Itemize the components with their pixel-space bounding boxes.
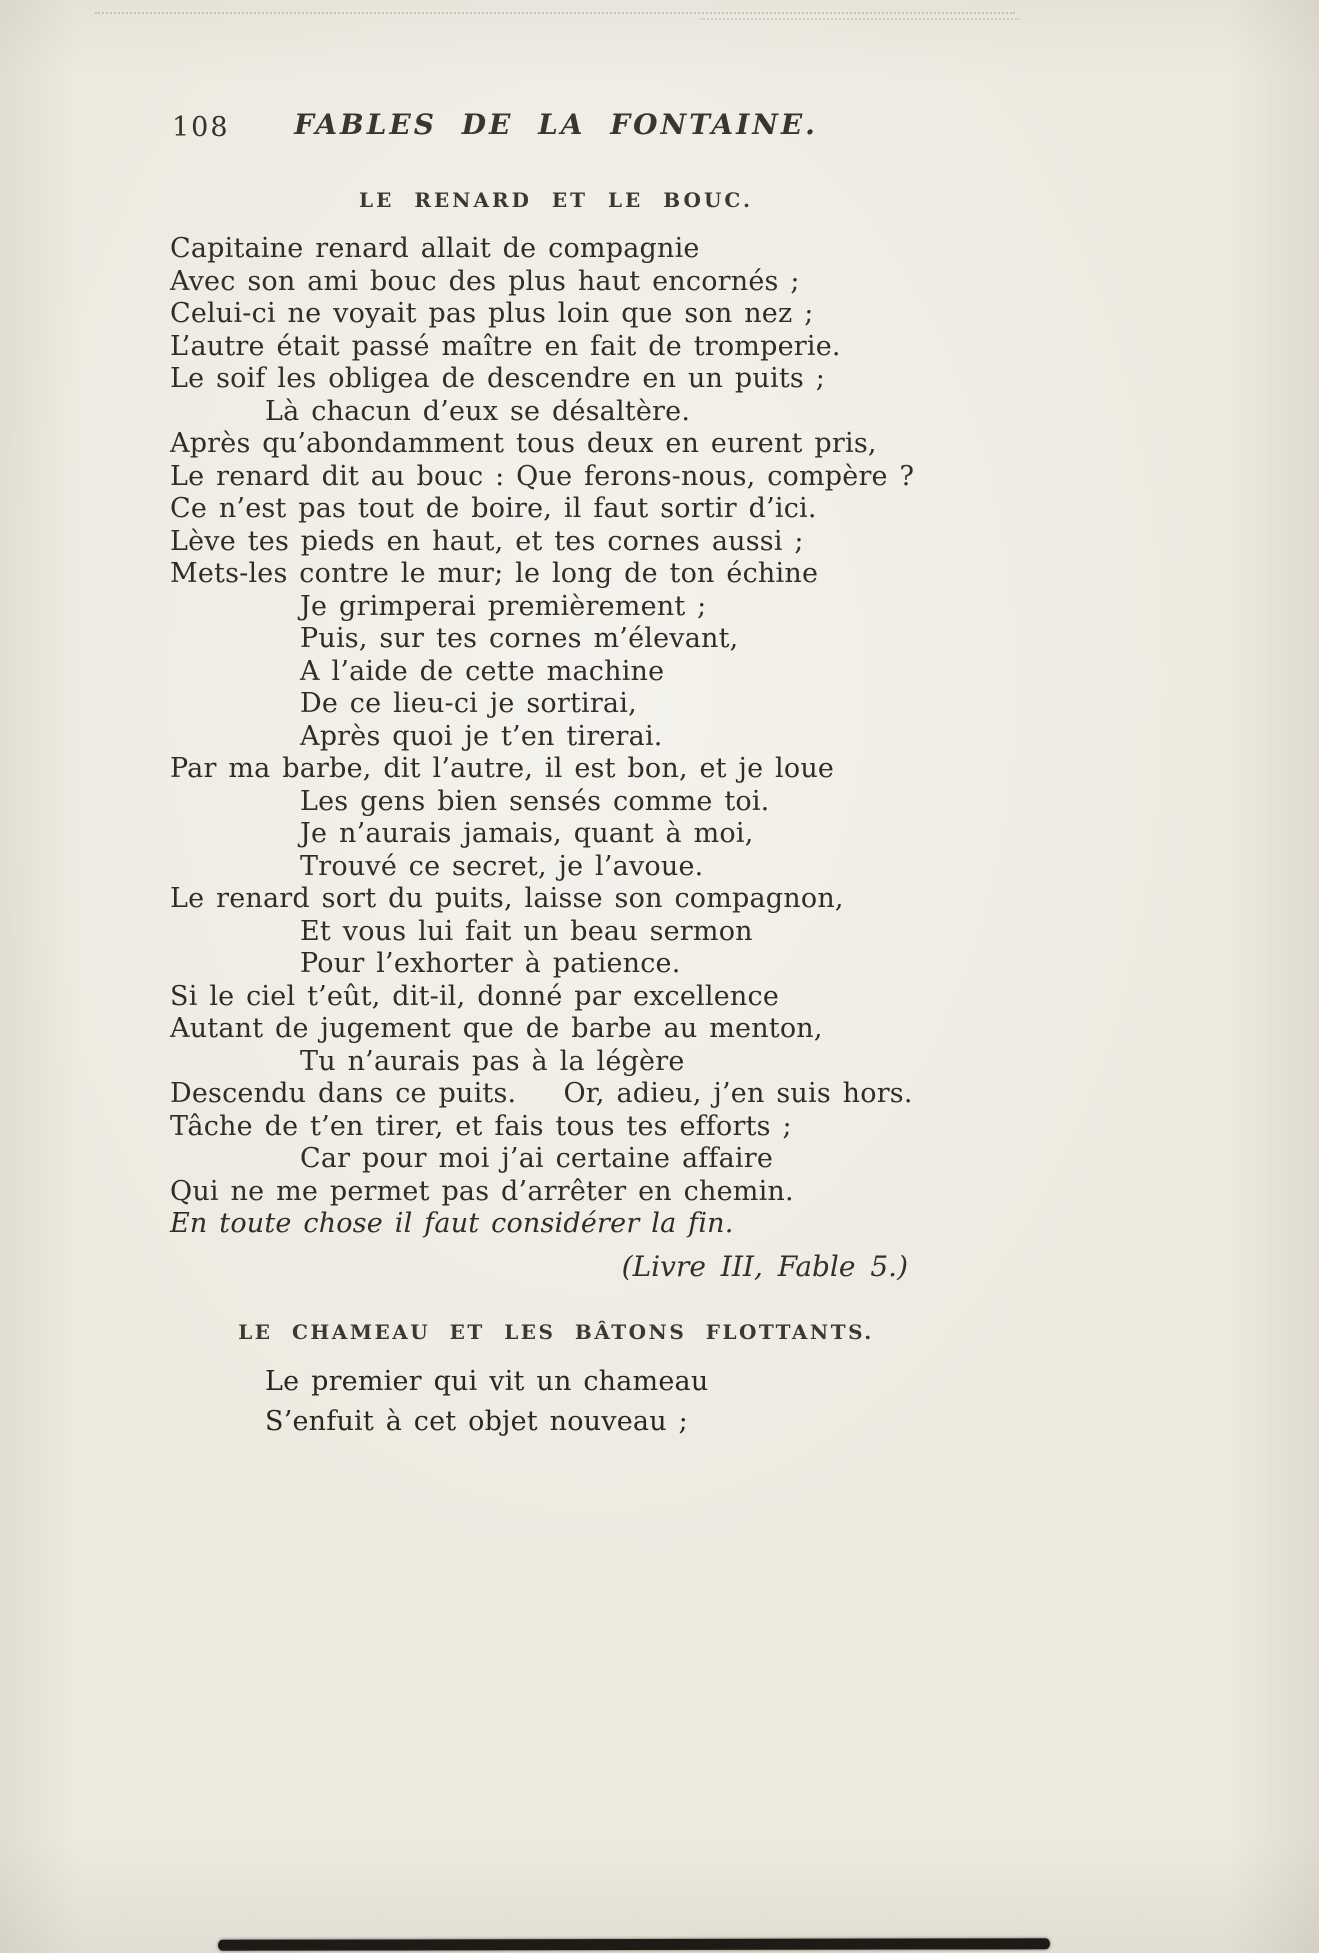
poem-line: Le renard dit au bouc : Que ferons-nous, compère ? [170, 460, 915, 492]
poem-line: Lève tes pieds en haut, et tes cornes aussi ; [170, 525, 804, 557]
poem-line: Le renard sort du puits, laisse son compagnon, [170, 883, 844, 914]
poem-line: Car pour moi j’ai certaine affaire [300, 1143, 774, 1174]
poem-line: Mets-les contre le mur; le long de ton échine [170, 558, 819, 589]
fable-title-chameau: LE CHAMEAU ET LES BÂTONS FLOTTANTS. [238, 1320, 874, 1344]
scan-noise-artifact [700, 18, 1020, 20]
poem-line: L’autre était passé maître en fait de tromperie. [170, 330, 841, 362]
poem-line: Avec son ami bouc des plus haut encornés ; [170, 265, 800, 297]
page-number: 108 [172, 112, 230, 143]
poem-line: Trouvé ce secret, je l’avoue. [300, 850, 704, 882]
poem-line: Le premier qui vit un chameau [265, 1366, 709, 1397]
poem-line: De ce lieu-ci je sortirai, [300, 688, 637, 719]
poem-line: Et vous lui fait un beau sermon [300, 915, 753, 947]
fable-chameau-lines [170, 1362, 990, 1442]
poem-line: Par ma barbe, dit l’autre, il est bon, et je loue [170, 753, 835, 784]
poem-line: Descendu dans ce puits. Or, adieu, j’en suis hors. [170, 1078, 913, 1109]
poem-line: Là chacun d’eux se désaltère. [265, 395, 691, 427]
poem-line: Je n’aurais jamais, quant à moi, [300, 818, 754, 849]
poem-line: A l’aide de cette machine [300, 655, 665, 687]
poem-line: Les gens bien sensés comme toi. [300, 785, 770, 817]
scan-noise-artifact [95, 12, 1015, 14]
running-title: FABLES DE LA FONTAINE. [294, 108, 818, 141]
poem-line: Celui-ci ne voyait pas plus loin que son nez ; [170, 298, 814, 329]
poem-line: Si le ciel t’eût, dit-il, donné par excellence [170, 980, 779, 1012]
poem-line: Autant de jugement que de barbe au menton, [170, 1013, 823, 1044]
scan-edge-artifact [218, 1938, 1050, 1950]
fable-title-renard: LE RENARD ET LE BOUC. [359, 188, 753, 212]
poem-line: S’enfuit à cet objet nouveau ; [265, 1406, 688, 1437]
poem-line: Tu n’aurais pas à la légère [300, 1045, 685, 1077]
poem-line: Le soif les obligea de descendre en un puits ; [170, 363, 826, 394]
fable-renard-lines [170, 233, 990, 1241]
poem-line: Je grimperai premièrement ; [300, 590, 707, 622]
poem-line: Pour l’exhorter à patience. [300, 948, 681, 979]
poem-line: Après qu’abondamment tous deux en eurent pris, [170, 428, 877, 459]
poem-line: Puis, sur tes cornes m’élevant, [300, 623, 739, 654]
poem-line: Après quoi je t’en tirerai. [300, 720, 663, 752]
poem-line: Qui ne me permet pas d’arrêter en chemin. [170, 1175, 794, 1207]
poem-line: Tâche de t’en tirer, et fais tous tes efforts ; [170, 1110, 792, 1142]
attribution: (Livre III, Fable 5.) [621, 1250, 908, 1283]
poem-line: En toute chose il faut considérer la fin. [170, 1208, 734, 1239]
poem-line: Ce n’est pas tout de boire, il faut sortir d’ici. [170, 493, 817, 524]
poem-line: Capitaine renard allait de compagnie [170, 233, 700, 264]
page-header [170, 108, 942, 148]
